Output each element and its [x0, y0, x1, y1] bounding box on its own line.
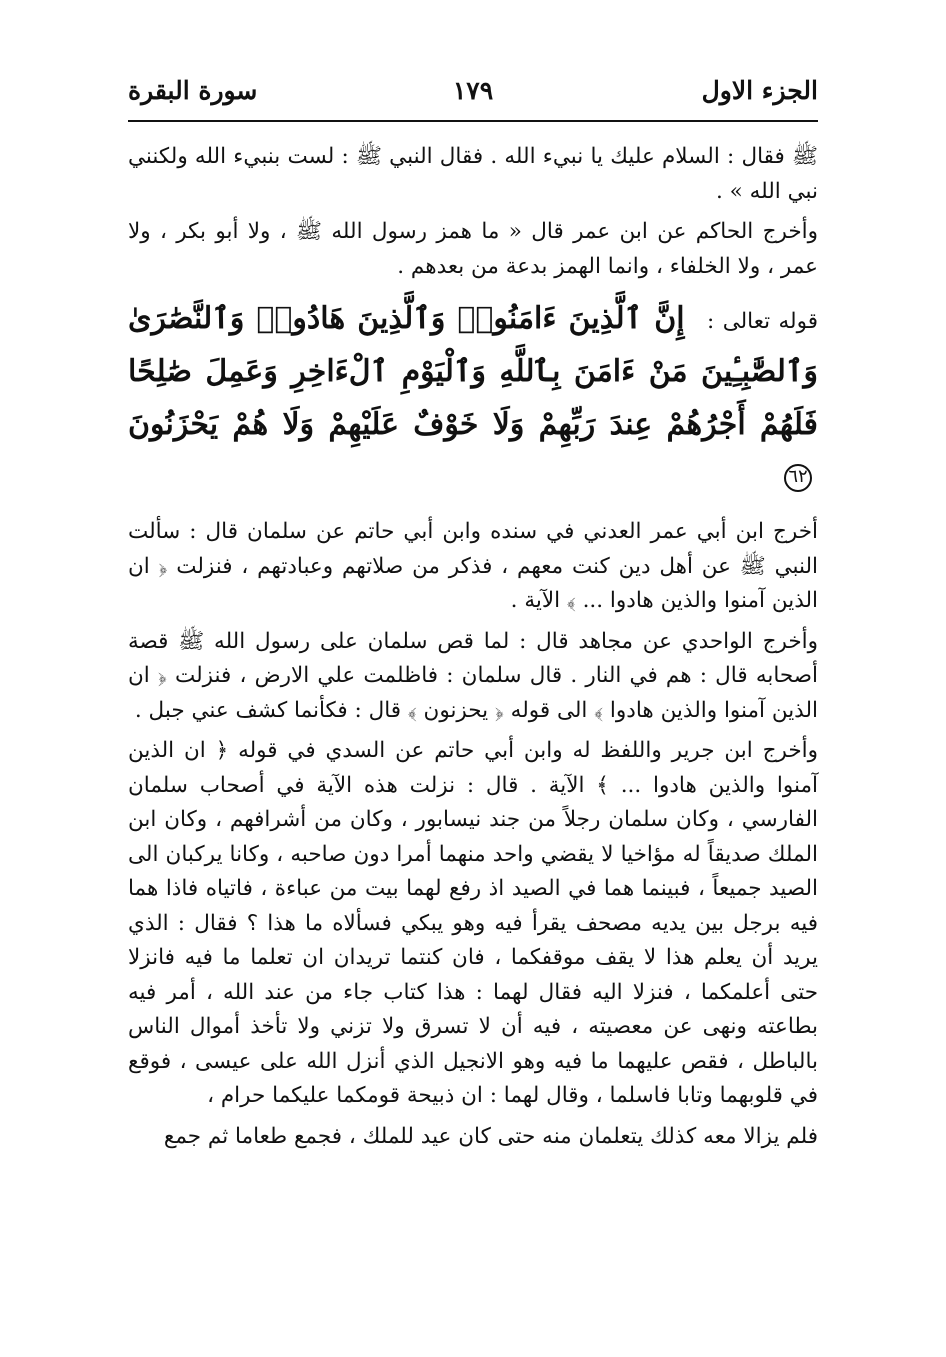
- page-header: [128, 64, 818, 128]
- verse-intro-label: قوله تعالى :: [707, 309, 818, 334]
- page-body: [128, 140, 818, 1160]
- paragraph: أخرج ابن أبي عمر العدني في سنده وابن أبي حاتم عن سلمان قال : سألت النبي ﷺ عن أهل دين كنت معهم ، فذكر من صلاتهم وعبادتهم ، فنزلت ﴿ ان الذين آمنوا والذين هادوا ... ﴾ الآية .: [128, 519, 818, 613]
- paragraph: ﷺ فقال : السلام عليك يا نبيء الله . فقال النبي ﷺ : لست بنبيء الله ولكنني نبي الله » .: [128, 144, 818, 204]
- paragraph: وأخرج الحاكم عن ابن عمر قال « ما همز رسول الله ﷺ ، ولا أبو بكر ، ولا عمر ، ولا الخلفاء ، وانما الهمز بدعة من بعدهم .: [128, 219, 818, 279]
- paragraph: وأخرج الواحدي عن مجاهد قال : لما قص سلمان على رسول الله ﷺ قصة أصحابه قال : هم في النار . قال سلمان : فاظلمت علي الارض ، فنزلت ﴿ ان الذين آمنوا والذين هادوا ﴾ الى قوله ﴿ يحزنون ﴾ قال : فكأنما كشف عني جبل .: [128, 628, 818, 723]
- verse-number-marker: ٦٢: [784, 464, 812, 492]
- paragraph: فلم يزالا معه كذلك يتعلمان منه حتى كان عيد للملك ، فجمع طعاما ثم جمع: [163, 1123, 818, 1149]
- paragraph: وأخرج ابن جرير واللفظ له وابن أبي حاتم عن السدي في قوله ﴿ ان الذين آمنوا والذين هادوا ... ﴾ الآية . قال : نزلت هذه الآية في أصحاب سلمان الفارسي ، وكان سلمان رجلاً من جند نيسابور ، وكان من أشرافهم ، وكان ابن الملك صديقاً له مؤاخيا لا يقضي واحد منهما أمرا دون صاحبه ، وكانا يركبان الى الصيد جميعاً ، فبينما هما في الصيد اذ رفع لهما بيت من عباءة ، فاتياه فاذا هما فيه برجل بين يديه مصحف يقرأ فيه وهو يبكي فسألاه ما هذا ؟ فقال : الذي يريد أن يعلم هذا لا يقف موقفكما ، فان كنتما تريدان ان تعلما ما فيه فانزلا حتى أعلمكما ، فنزلا اليه فقال لهما : هذا كتاب جاء من عند الله ، أمر فيه بطاعته ونهى عن معصيته ، فيه أن لا تسرق ولا تزني ولا تأخذ أموال الناس بالباطل ، فقص عليهما ما فيه وهو الانجيل الذي أنزل الله على عيسى ، فوقع في قلوبهما وتابا فاسلما ، وقال لهما : ان ذبيحة قومكما عليكما حرام ،: [128, 738, 818, 1108]
- quran-verse-block: [128, 294, 818, 503]
- quran-verse-text: إِنَّ ٱلَّذِينَ ءَامَنُوا۟ وَٱلَّذِينَ هَادُوا۟ وَٱلنَّصَٰرَىٰ وَٱلصَّٰبِـِٔينَ مَنْ ءَامَنَ بِٱللَّهِ وَٱلْيَوْمِ ٱلْءَاخِرِ وَعَمِلَ صَٰلِحًا فَلَهُمْ أَجْرُهُمْ عِندَ رَبِّهِمْ وَلَا خَوْفٌ عَلَيْهِمْ وَلَا هُمْ يَحْزَنُونَ: [128, 301, 818, 442]
- volume-label: الجزء الاول: [701, 76, 818, 105]
- page-number: ١٧٩: [452, 76, 494, 105]
- header-divider: [128, 120, 818, 122]
- surah-label: سورة البقرة: [128, 76, 258, 105]
